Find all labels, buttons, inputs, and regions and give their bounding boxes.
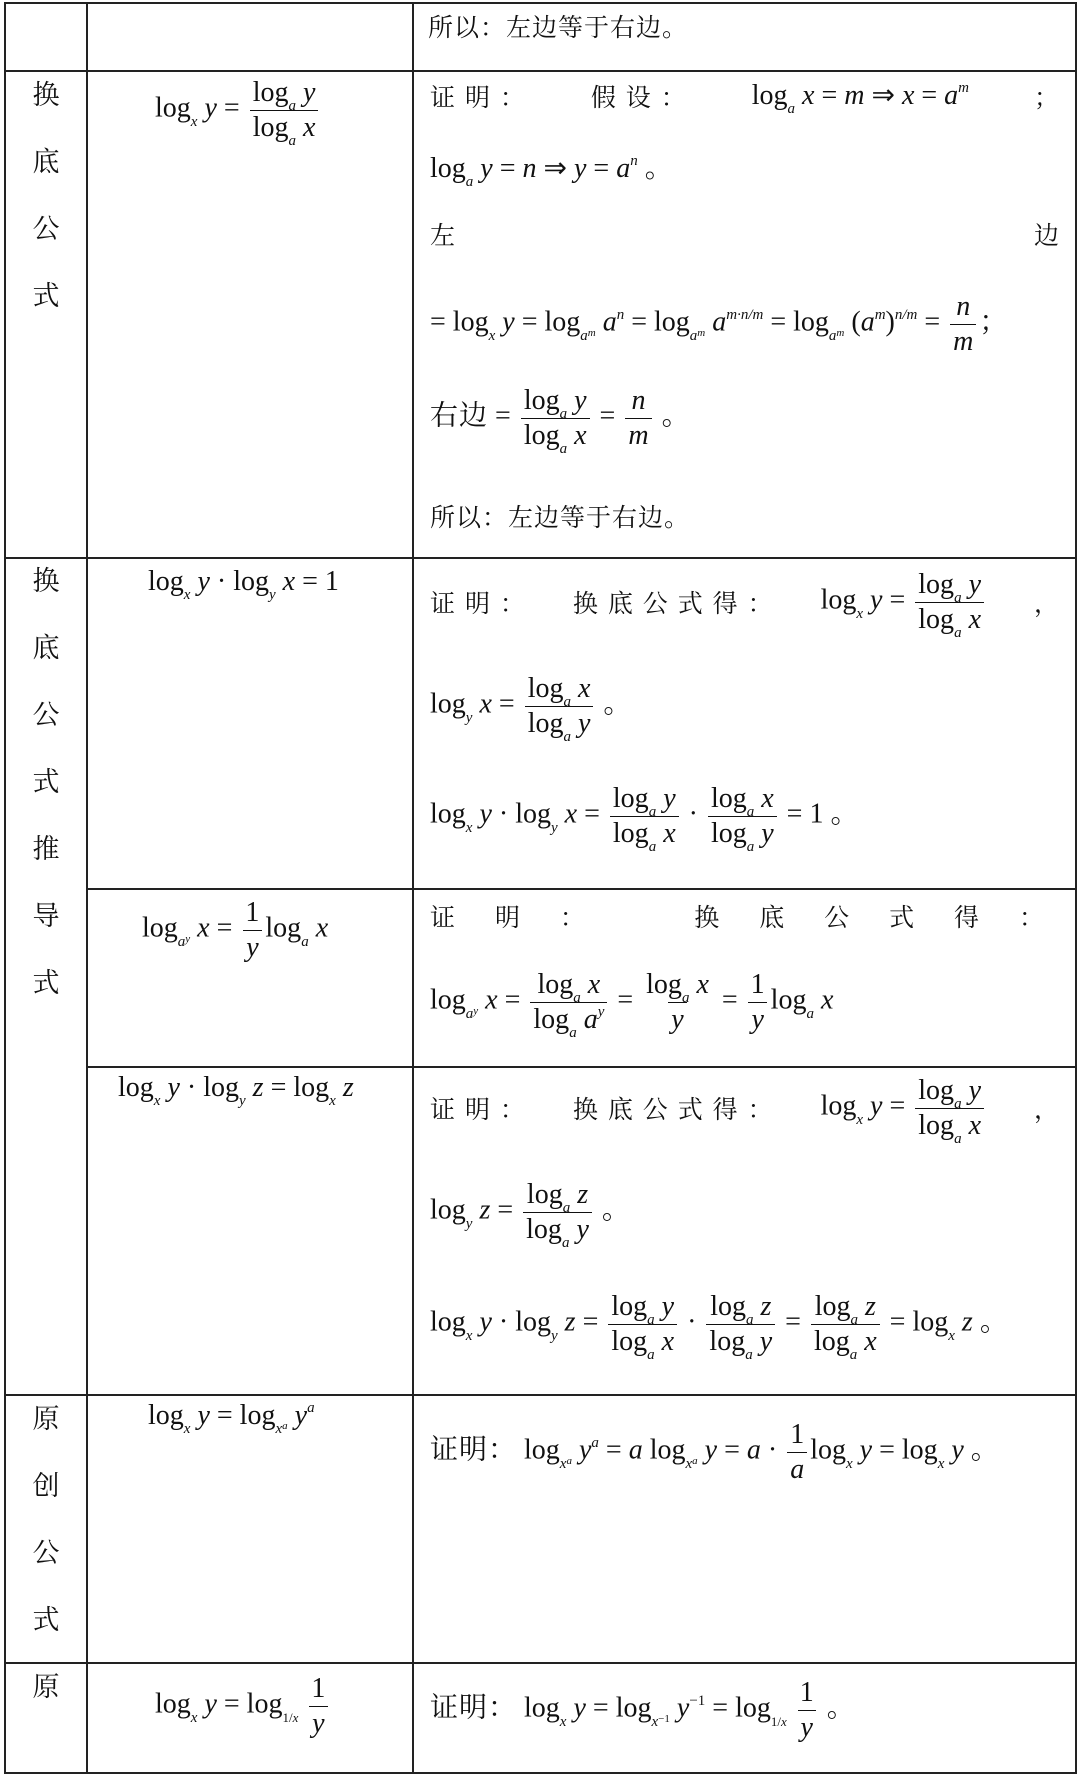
row-divider — [86, 1066, 1077, 1068]
category-label-original-formula: 原创公式 — [32, 1404, 60, 1636]
table-border-bottom — [4, 1772, 1077, 1774]
row-divider — [4, 1394, 1077, 1396]
proof-conclusion: 所以：左边等于右边。 — [430, 503, 691, 532]
proof-line-right-side: 右边 = $\frac{\log_a y}{\log_a x}$ = $\frac{n}{m}$ 。 — [430, 385, 691, 457]
formula-chain-rule: $\log_x y \cdot \log_y z = \log_x z$ — [118, 1072, 354, 1109]
proof-line-left-side: 左 边 — [430, 221, 1060, 250]
row-divider — [4, 557, 1077, 559]
category-label-change-of-base: 换底公式 — [32, 80, 60, 312]
proof-line: $\log_y z$ = $\frac{\log_a z}{\log_a y}$ 。 — [430, 1179, 631, 1251]
proof-line: $\log_x y \cdot \log_y z$ = $\frac{\log_a y}{\log_a x}$ · $\frac{\log_a z}{\log_a y}$ = $\frac{\log_a z}{\log_a x}$ = $\log_x z$ 。 — [430, 1291, 1009, 1363]
category-label-derived-formulas: 换底公式推导式 — [32, 566, 60, 999]
proof-line-derivation: = $\log_x y = \log_{a^m} a^n = \log_{a^m} a^{m\cdot n/m} = \log_{a^m} (a^m)^{n/m}$ = $\frac{n}{m}$ ； — [430, 291, 1009, 357]
proof-line: 证明： $\log_x y = \log_{x^{-1}} y^{-1} = \log_{1/x}$ $\frac{1}{y}$ 。 — [430, 1677, 856, 1743]
proof-conclusion: 所以：左边等于右边。 — [428, 13, 689, 42]
formula-reciprocal-log: $\log_x y \cdot \log_y x = 1$ — [148, 566, 339, 603]
category-label-original-cont: 原 — [32, 1672, 60, 1703]
formula-reciprocal-base: $\log_x y = \log_{1/x}$ $\frac{1}{y}$ — [155, 1672, 331, 1740]
proof-line: $\log_x y \cdot \log_y x$ = $\frac{\log_a y}{\log_a x}$ · $\frac{\log_a x}{\log_a y}$ = 1 。 — [430, 783, 860, 855]
table-border-top — [4, 2, 1077, 4]
column-divider — [412, 2, 414, 1774]
proof-line: 证 明 ： 假 设 ： $\log_a x = m$ ⇒ $x = a^m$ ； — [430, 80, 1060, 117]
table-border-right — [1075, 2, 1077, 1774]
formula-power-both: $\log_x y = \log_{x^a} y^a$ — [148, 1400, 315, 1437]
row-divider — [4, 1662, 1077, 1664]
proof-line: 证 明 ： 换 底 公 式 得 ： — [430, 903, 1060, 932]
proof-line: 证 明 ： 换 底 公 式 得 ： $\log_x y$ = $\frac{\log_a y}{\log_a x}$ ， — [430, 569, 1060, 641]
proof-line: $\log_{a^y} x$ = $\frac{\log_a x}{\log_a a^y}$ = $\frac{\log_a x}{y}$ = $\frac{1}{y}$ $\log_a x$ — [430, 969, 834, 1041]
row-divider — [4, 70, 1077, 72]
proof-line: $\log_y x$ = $\frac{\log_a x}{\log_a y}$ 。 — [430, 673, 633, 745]
formula-change-of-base: $\log_x y$ = $\frac{\log_a y}{\log_a x}$ — [155, 76, 321, 144]
proof-line: $\log_a y = n$ ⇒ $y = a^n$ 。 — [430, 151, 674, 190]
column-divider — [86, 2, 88, 1774]
table-border-left — [4, 2, 6, 1774]
row-divider — [86, 888, 1077, 890]
proof-line: 证 明 ： 换 底 公 式 得 ： $\log_x y$ = $\frac{\log_a y}{\log_a x}$ ， — [430, 1075, 1060, 1147]
proof-line: 证明： $\log_{x^a} y^a = a$ $\log_{x^a} y = a$ · $\frac{1}{a}$ $\log_x y = \log_x y$ 。 — [430, 1419, 1000, 1485]
formula-power-base: $\log_{a^y} x$ = $\frac{1}{y}$ $\log_a x$ — [142, 897, 329, 963]
